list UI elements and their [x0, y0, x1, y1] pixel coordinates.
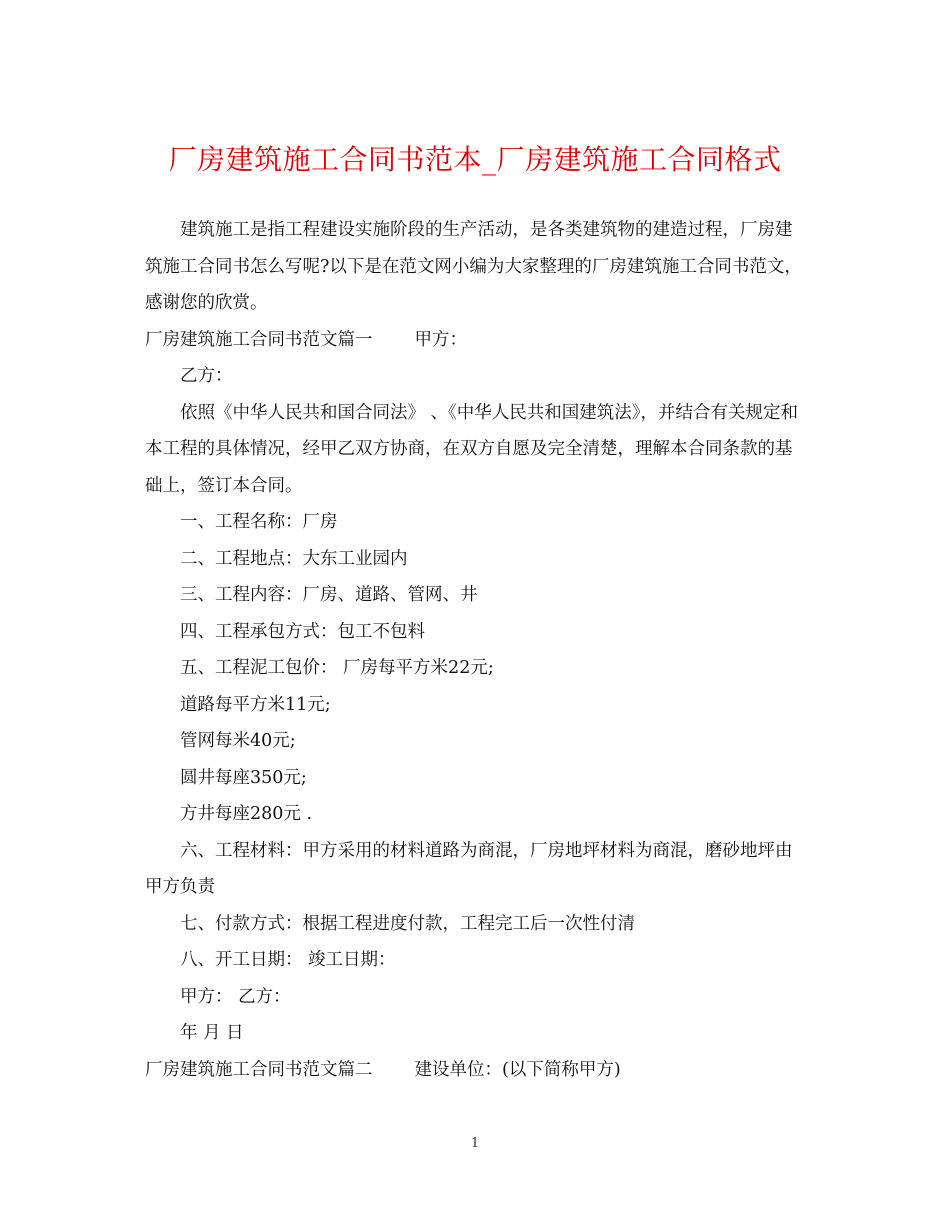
price-round-well: 圆井每座350元; [180, 767, 307, 788]
section1-heading: 厂房建筑施工合同书范文篇一 [145, 329, 373, 350]
section2-heading: 厂房建筑施工合同书范文篇二 [145, 1059, 373, 1080]
signature-line: 甲方： 乙方： [180, 986, 291, 1007]
party-b-label: 乙方： [180, 366, 233, 386]
contract-basis-paragraph: 依照《中华人民共和国合同法》 、《中华人民共和国建筑法》，并结合有关规定和本工程的具体情况，经甲乙双方协商，在双方自愿及完全清楚，理解本合同条款的基础上，签订本合同。 [145, 402, 799, 496]
clause-project-content: 三、工程内容：厂房、道路、管网、井 [180, 585, 478, 605]
clause-project-location: 二、工程地点：大东工业园内 [180, 548, 408, 569]
intro-paragraph: 建筑施工是指工程建设实施阶段的生产活动，是各类建筑物的建造过程，厂房建筑施工合同书怎么写呢?以下是在范文网小编为大家整理的厂房建筑施工合同书范文，感谢您的欣赏。 [145, 220, 802, 313]
section1-heading-line [145, 322, 805, 359]
price-road: 道路每平方米11元; [180, 694, 331, 715]
document-title: 厂房建筑施工合同书范本_厂房建筑施工合同格式 [168, 143, 782, 176]
builder-label: 建设单位：(以下简称甲方) [414, 1059, 621, 1080]
clause-payment: 七、付款方式：根据工程进度付款，工程完工后一次性付清 [180, 913, 635, 934]
clause-project-name: 一、工程名称：厂房 [180, 512, 338, 532]
date-line: 年 月 日 [180, 1023, 244, 1043]
price-square-well: 方井每座280元 . [180, 804, 313, 824]
party-a-label: 甲方： [414, 329, 467, 350]
page-number: 1 [470, 1136, 480, 1151]
price-pipe-network: 管网每米40元; [180, 731, 296, 751]
clause-masonry-price: 五、工程泥工包价： 厂房每平方米22元; [180, 658, 494, 678]
clause-dates: 八、开工日期： 竣工日期： [180, 950, 396, 970]
clause-materials: 六、工程材料：甲方采用的材料道路为商混，厂房地坪材料为商混，磨砂地坪由甲方负责 [145, 840, 793, 897]
clause-contract-mode: 四、工程承包方式：包工不包料 [180, 621, 425, 642]
section2-heading-line [145, 1052, 805, 1089]
document-body [145, 212, 805, 1088]
